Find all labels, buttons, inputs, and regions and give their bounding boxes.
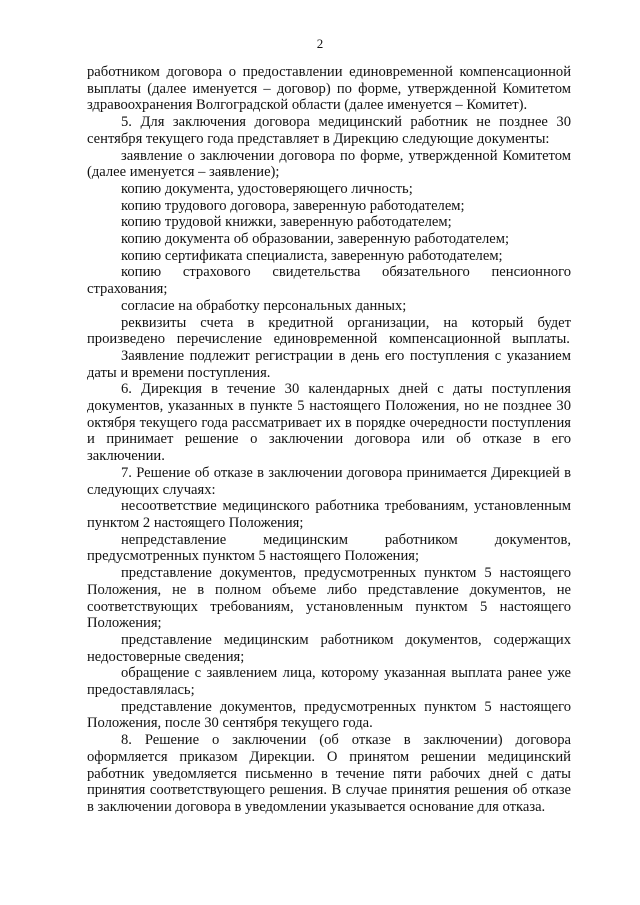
paragraph-item-8: 8. Решение о заключении (об отказе в заключении) договора оформляется приказом Дирекции. О принятом решении медицинский работник уведомляется письменно в течение пяти рабочих дней с даты принятия соответствующего решения. В случае принятия решения об отказе в заключении договора в уведомлении указывается основание для отказа. <box>87 732 571 815</box>
paragraph-continuation: работником договора о предоставлении единовременной компенсационной выплаты (далее именуется – договор) по форме, утвержденной Комитетом здравоохранения Волгоградской области (далее именуется – Комитет). <box>87 64 571 114</box>
list-item-labor-contract-copy: копию трудового договора, заверенную работодателем; <box>121 197 465 214</box>
list-item-education-copy: копию документа об образовании, заверенную работодателем; <box>121 231 510 248</box>
paragraph-item-5: 5. Для заключения договора медицинский работник не позднее 30 сентября текущего года представляет в Дирекцию следующие документы: <box>87 114 571 147</box>
list-item-refusal-late: представление документов, предусмотренных пунктом 5 настоящего Положения, после 30 сентября текущего года. <box>87 698 571 732</box>
list-item-refusal-mismatch: несоответствие медицинского работника требованиям, установленным пунктом 2 настоящего Положения; <box>87 498 571 531</box>
list-item-insurance-copy: копию страхового свидетельства обязательного пенсионного страхования; <box>87 264 571 298</box>
list-item-refusal-not-submitted: непредставление медицинским работником документов, предусмотренных пунктом 5 настоящего Положения; <box>87 531 571 565</box>
list-item-refusal-false-info: представление медицинским работником документов, содержащих недостоверные сведения; <box>87 631 571 665</box>
paragraph-registration: Заявление подлежит регистрации в день его поступления с указанием даты и времени поступления. <box>87 347 571 381</box>
paragraph-item-7: 7. Решение об отказе в заключении договора принимается Дирекцией в следующих случаях: <box>87 464 571 498</box>
list-item-data-consent: согласие на обработку персональных данных; <box>121 297 407 314</box>
list-item-refusal-already-paid: обращение с заявлением лица, которому указанная выплата ранее уже предоставлялась; <box>87 665 571 699</box>
list-item-bank-details: реквизиты счета в кредитной организации, на который будет произведено перечисление единовременной компенсационной выплаты. <box>87 314 571 348</box>
list-item-identity-copy: копию документа, удостоверяющего личность; <box>121 180 413 197</box>
list-item-application: заявление о заключении договора по форме, утвержденной Комитетом (далее именуется – заявление); <box>87 147 571 181</box>
list-item-work-book-copy: копию трудовой книжки, заверенную работодателем; <box>121 214 452 231</box>
document-body <box>87 64 571 816</box>
paragraph-item-6: 6. Дирекция в течение 30 календарных дней с даты поступления документов, указанных в пункте 5 настоящего Положения, но не позднее 30 октября текущего года рассматривает их в порядке очередности поступления и принимает решение о заключении договора или об отказе в его заключении. <box>87 381 571 465</box>
list-item-refusal-incomplete: представление документов, предусмотренных пунктом 5 настоящего Положения, не в полном объеме либо представление документов, не соответствующих требованиям, установленным пунктом 5 настоящего Положения; <box>87 565 571 632</box>
list-item-certificate-copy: копию сертификата специалиста, заверенную работодателем; <box>121 247 503 264</box>
page-number: 2 <box>316 36 324 51</box>
